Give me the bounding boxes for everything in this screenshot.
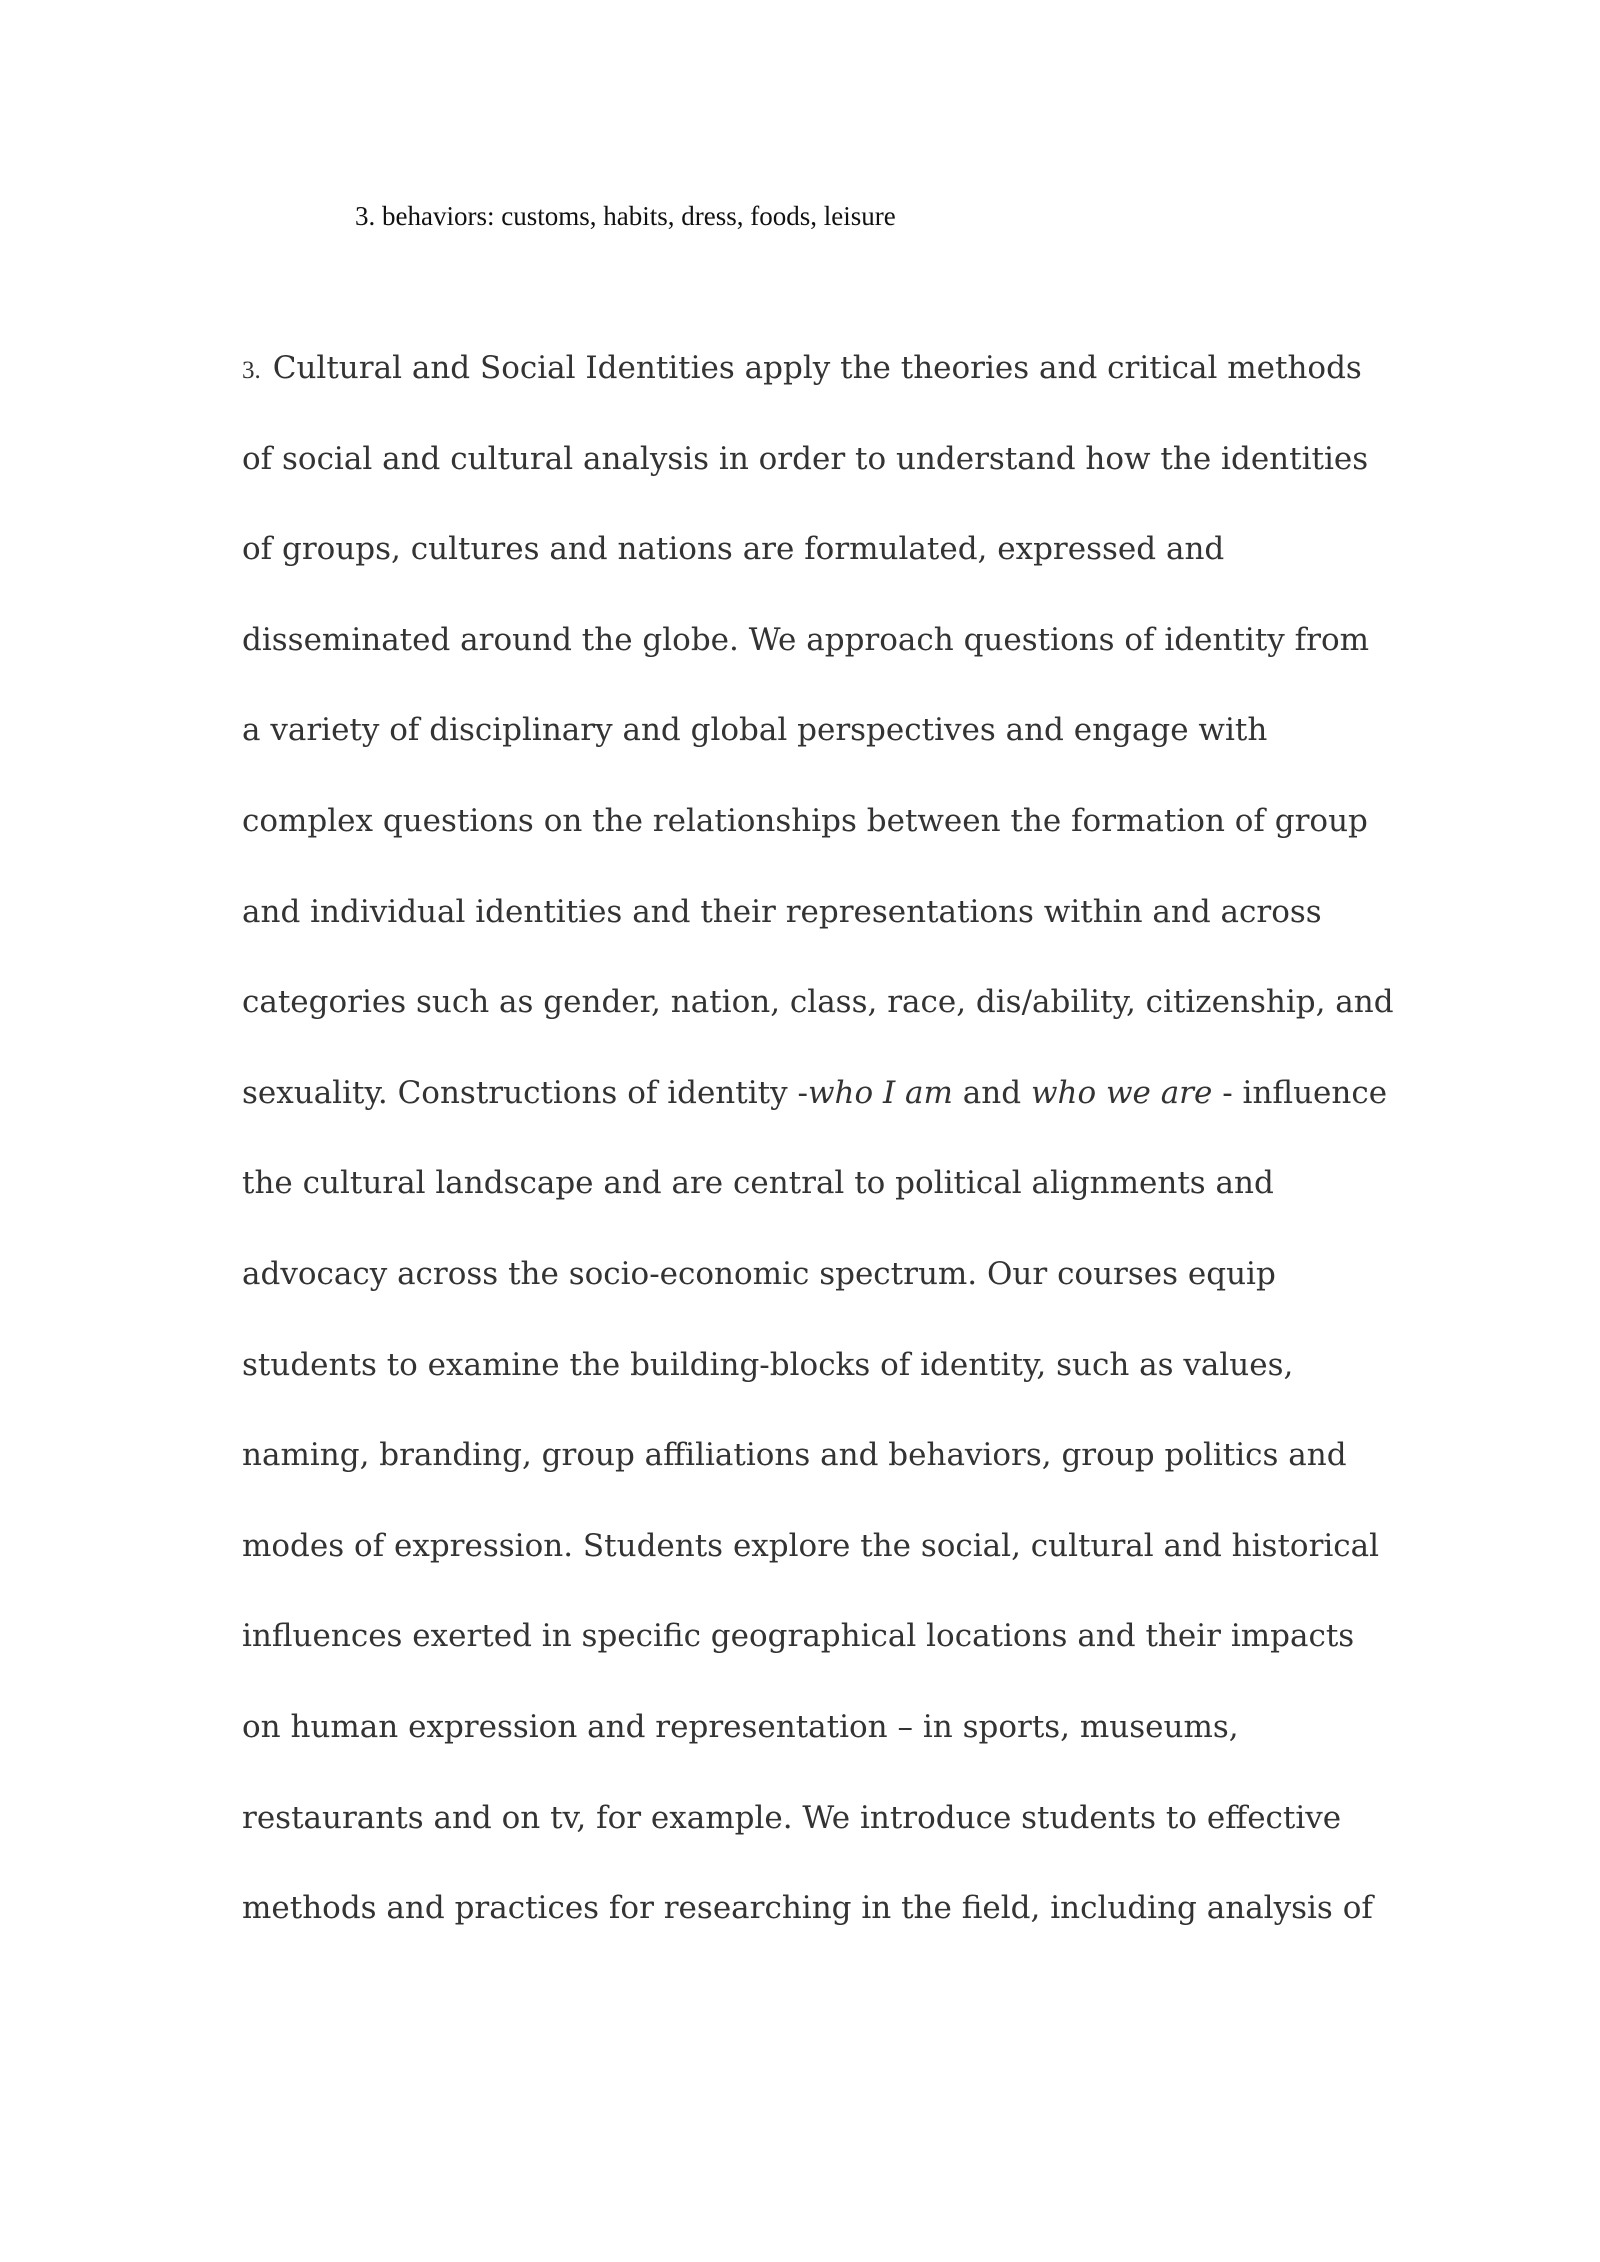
section-cultural-social-identities — [242, 338, 1394, 1969]
paragraph-line: modes of expression. Students explore the social, cultural and historical — [242, 1527, 1380, 1564]
paragraph-line: on human expression and representation – in sports, museums, — [242, 1708, 1239, 1745]
paragraph-line-text: Cultural and Social Identities apply the theories and critical methods — [272, 350, 1362, 386]
text-run: sexuality. Constructions of identity - — [242, 1074, 808, 1111]
list-item-behaviors: 3. behaviors: customs, habits, dress, foods, leisure — [355, 201, 896, 231]
section-number: 3. — [242, 357, 261, 384]
paragraph-line: a variety of disciplinary and global perspectives and engage with — [242, 712, 1268, 749]
paragraph-line: restaurants and on tv, for example. We introduce students to effective — [242, 1799, 1342, 1836]
paragraph-line: of social and cultural analysis in order to understand how the identities — [242, 440, 1369, 477]
paragraph-line: the cultural landscape and are central to political alignments and — [242, 1165, 1274, 1202]
paragraph-line: complex questions on the relationships between the formation of group — [242, 802, 1368, 839]
paragraph-line — [242, 338, 1362, 429]
paragraph-line: disseminated around the globe. We approach questions of identity from — [242, 621, 1370, 658]
paragraph-line: influences exerted in specific geographical locations and their impacts — [242, 1618, 1355, 1655]
emphasis-who-i-am: who I am — [807, 1074, 953, 1111]
paragraph-line: students to examine the building-blocks of identity, such as values, — [242, 1346, 1294, 1383]
paragraph-line: and individual identities and their representations within and across — [242, 893, 1322, 930]
paragraph-line: advocacy across the socio-economic spectrum. Our courses equip — [242, 1255, 1276, 1292]
emphasis-who-we-are: who we are — [1030, 1074, 1213, 1111]
paragraph-line: naming, branding, group affiliations and behaviors, group politics and — [242, 1437, 1347, 1474]
paragraph-line — [242, 1063, 1388, 1154]
paragraph-line: methods and practices for researching in the field, including analysis of — [242, 1890, 1373, 1927]
paragraph-line: of groups, cultures and nations are formulated, expressed and — [242, 531, 1225, 568]
text-run: - influence — [1212, 1074, 1388, 1111]
paragraph-line: categories such as gender, nation, class, race, dis/ability, citizenship, and — [242, 984, 1394, 1021]
text-run: and — [952, 1074, 1031, 1111]
